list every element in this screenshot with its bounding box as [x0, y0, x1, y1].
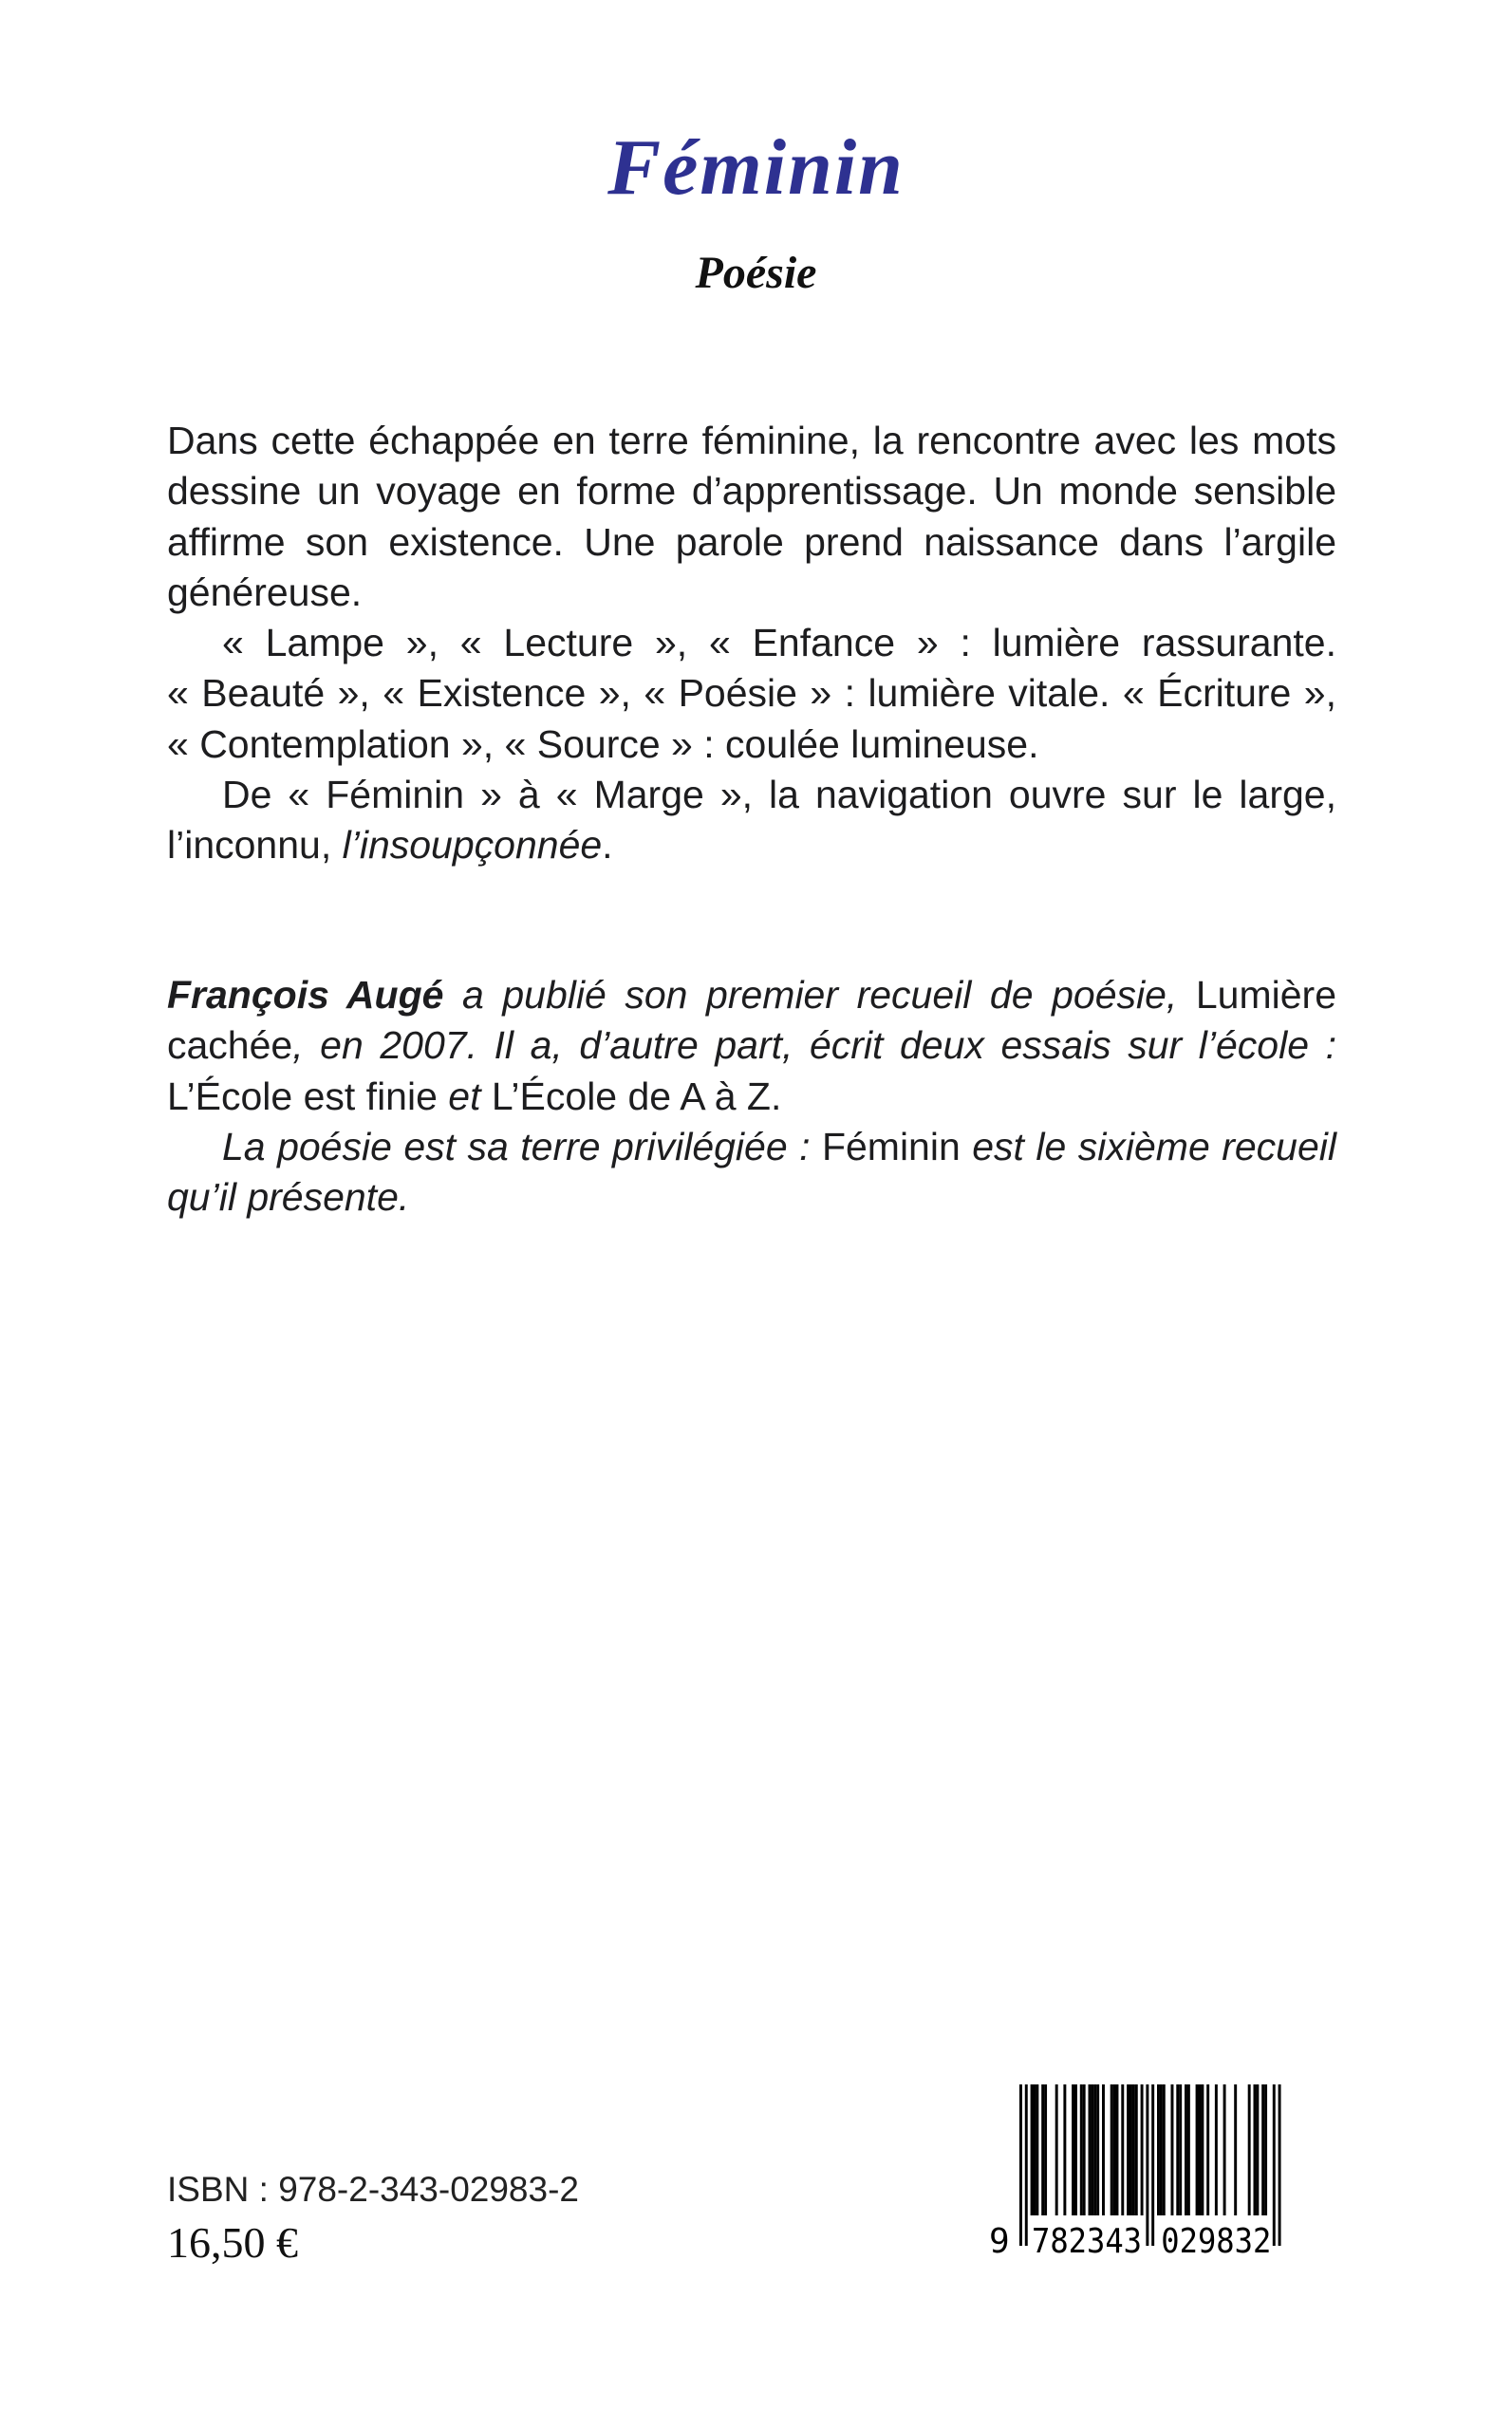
- paragraph: [167, 416, 1336, 618]
- text-run: Lumière cachée: [167, 973, 1336, 1068]
- barcode-digits: 029832: [1161, 2222, 1272, 2259]
- isbn-text: ISBN : 978-2-343-02983-2: [167, 2170, 579, 2209]
- text-run: « Lampe », « Lecture », « Enfance » : lumière rassurante. « Beauté », « Existence », « Poésie » : lumière vitale. « Écriture », « Contemplation », « Source » : coulée lumineuse.: [167, 621, 1336, 766]
- paragraph: [167, 1122, 1336, 1224]
- ean13-barcode: [987, 2084, 1287, 2259]
- text-run: l’insoupçonnée: [342, 823, 603, 868]
- text-run: , en 2007. Il a, d’autre part, écrit deux essais sur l’école :: [292, 1023, 1336, 1068]
- paragraph: [167, 618, 1336, 770]
- text-run: .: [602, 823, 613, 868]
- text-run: a publié son premier recueil de poésie,: [443, 973, 1196, 1017]
- barcode-digits: 782343: [1032, 2222, 1142, 2259]
- text-run: et: [437, 1074, 492, 1118]
- text-run: La poésie est sa terre privilégiée :: [222, 1124, 822, 1168]
- paragraph: [167, 770, 1336, 871]
- book-title: Féminin: [607, 123, 905, 212]
- text-run: Dans cette échappée en terre féminine, la rencontre avec les mots dessine un voyage en forme d’apprentissage. Un monde sensible affirme son existence. Une parole prend naissance dans l’argile généreuse.: [167, 419, 1336, 614]
- synopsis-text: [167, 416, 1336, 871]
- barcode-digits: 9: [989, 2222, 1010, 2259]
- text-run: est le sixième recueil qu’il présente.: [167, 1124, 1336, 1220]
- text-run: L’École de A à Z.: [491, 1074, 782, 1118]
- text-run: François Augé: [167, 973, 444, 1017]
- paragraph: [167, 970, 1336, 1122]
- text-run: De « Féminin » à « Marge », la navigation ouvre sur le large, l’inconnu,: [167, 773, 1336, 868]
- text-run: L’École est finie: [167, 1074, 438, 1118]
- book-genre-subtitle: Poésie: [695, 248, 817, 298]
- price-text: 16,50 €: [167, 2218, 298, 2267]
- author-bio-text: [167, 970, 1336, 1223]
- barcode-bars: [987, 2084, 1285, 2259]
- text-run: Féminin: [821, 1124, 961, 1168]
